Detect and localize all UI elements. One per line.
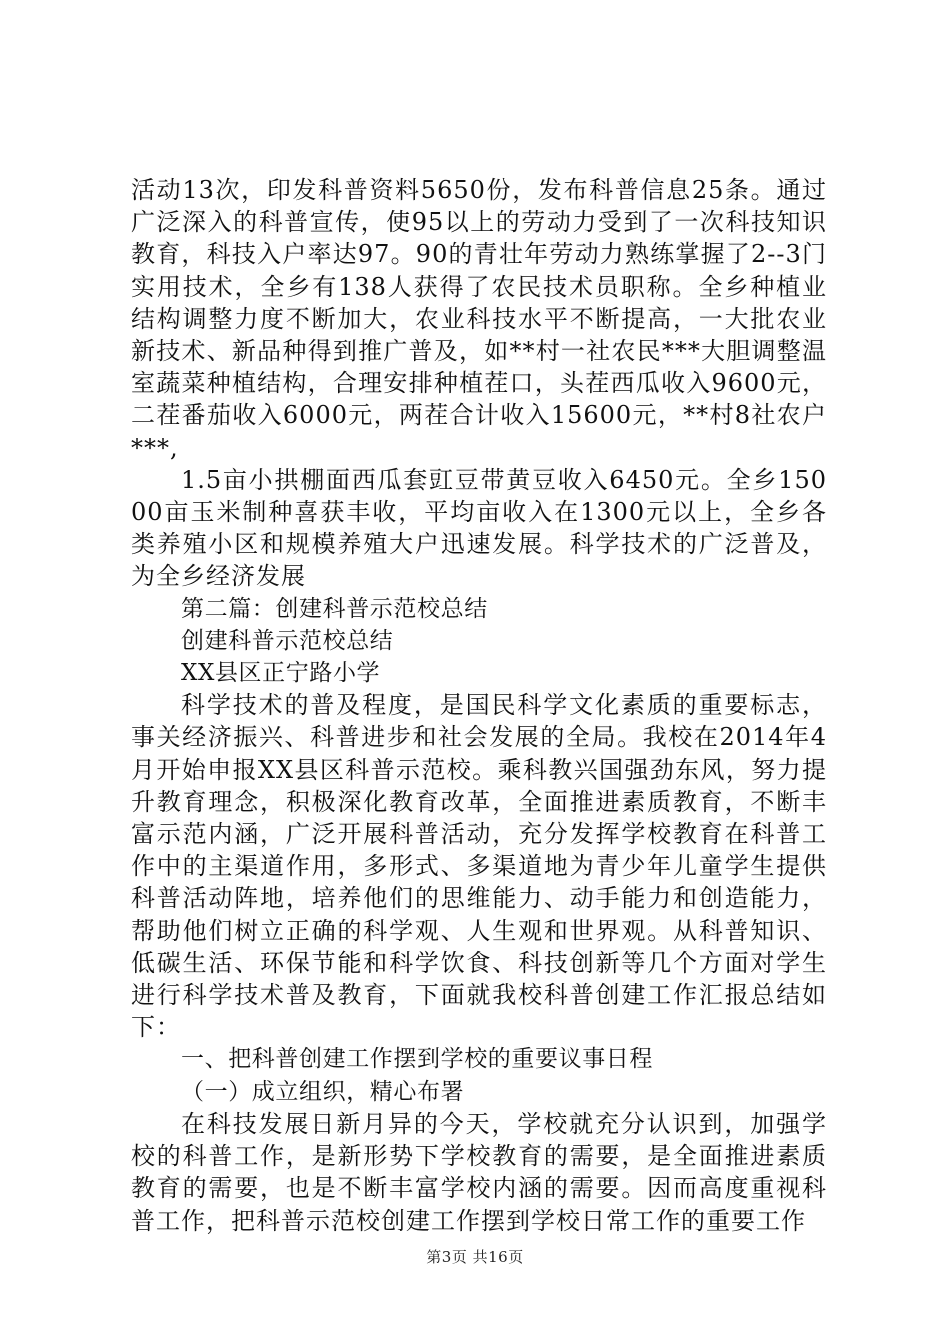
article-title: 创建科普示范校总结 xyxy=(181,627,394,654)
subheading-organize: （一）成立组织，精心布署 xyxy=(181,1078,465,1105)
paragraph-continuation: 活动13次，印发科普资料5650份，发布科普信息25条。通过广泛深入的科普宣传，使95以上的劳动力受到了一次科技知识教育，科技入户率达97。90的青壮年劳动力熟练掌握了2--3门实用技术，全乡有138人获得了农民技术员职称。全乡种植业结构调整力度不断加大，农业科技水平不断提高，一大批农业新技术、新品种得到推广普及，如**村一社农民***大胆调整温室蔬菜种植结构，合理安排种植茬口，头茬西瓜收入9600元，二茬番茄收入6000元，两茬合计收入15600元，**村8社农户***, xyxy=(131,176,827,462)
paragraph-organize: 在科技发展日新月异的今天，学校就充分认识到，加强学校的科普工作，是新形势下学校教育的需要，是全面推进素质教育的需要，也是不断丰富学校内涵的需要。因而高度重视科普工作，把科普示范校创建工作摆到学校日常工作的重要工作 xyxy=(131,1109,827,1235)
document-body xyxy=(131,174,827,1237)
paragraph-intro: 科学技术的普及程度，是国民科学文化素质的重要标志，事关经济振兴、科普进步和社会发展的全局。我校在2014年4月开始申报XX县区科普示范校。乘科教兴国强劲东风，努力提升教育理念，积极深化教育改革，全面推进素质教育，不断丰富示范内涵，广泛开展科普活动，充分发挥学校教育在科普工作中的主渠道作用，多形式、多渠道地为青少年儿童学生提供科普活动阵地，培养他们的思维能力、动手能力和创造能力，帮助他们树立正确的科学观、人生观和世界观。从科普知识、低碳生活、环保节能和科学饮食、科技创新等几个方面对学生进行科学技术普及教育，下面就我校科普创建工作汇报总结如下： xyxy=(131,691,827,1042)
subheading-one: 一、把科普创建工作摆到学校的重要议事日程 xyxy=(181,1046,653,1073)
school-name: XX县区正宁路小学 xyxy=(181,660,381,687)
page-footer: 第3页 共16页 xyxy=(426,1248,524,1266)
section-heading: 第二篇：创建科普示范校总结 xyxy=(181,595,488,622)
paragraph-harvest: 1.5亩小拱棚面西瓜套豇豆带黄豆收入6450元。全乡15000亩玉米制种喜获丰收，平均亩收入在1300元以上，全乡各类养殖小区和规模养殖大户迅速发展。科学技术的广泛普及，为全乡经济发展 xyxy=(131,465,827,591)
